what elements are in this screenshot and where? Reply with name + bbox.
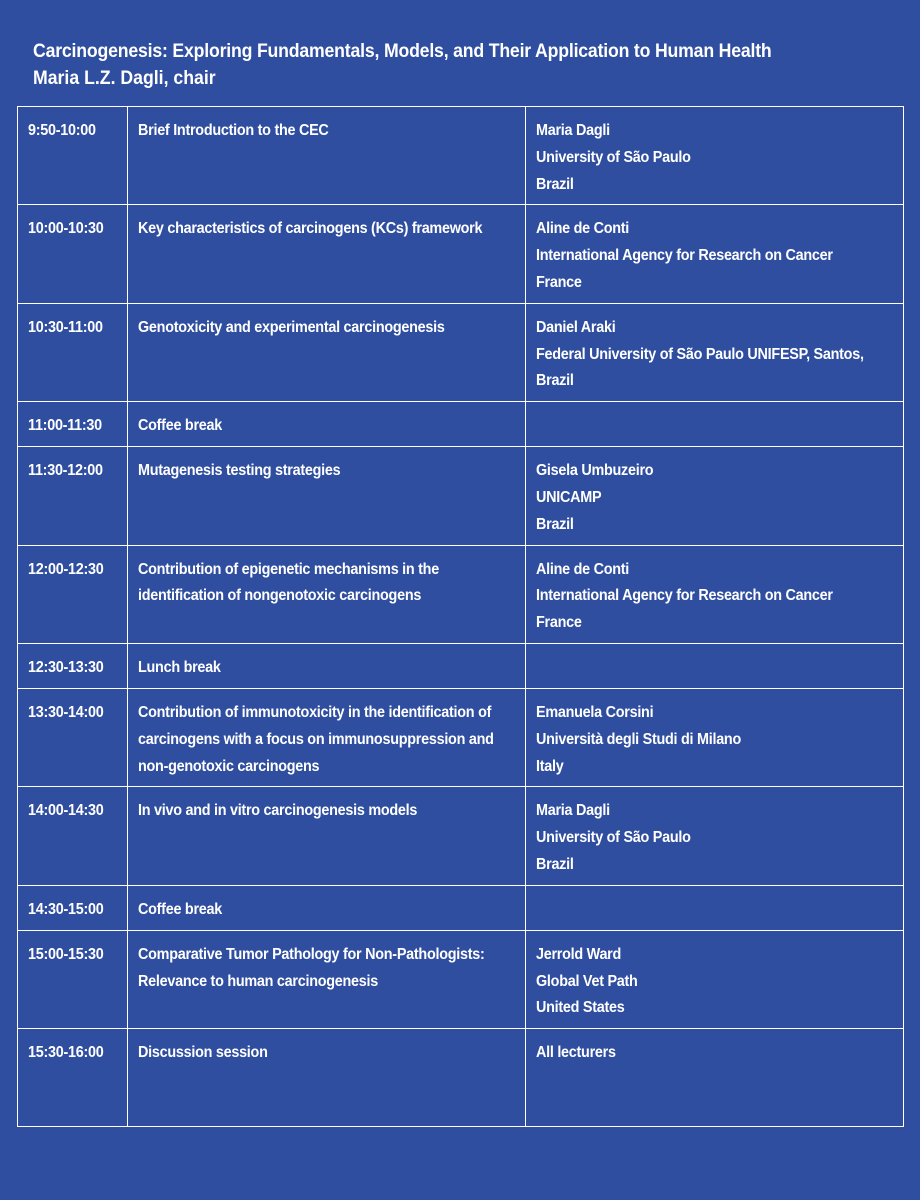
speaker-affiliation: Global Vet Path: [536, 972, 638, 990]
session-time-text: 11:00-11:30: [28, 417, 102, 435]
session-topic-line: Contribution of epigenetic mechanisms in the: [138, 560, 439, 578]
session-time-text: 15:30-16:00: [28, 1044, 104, 1062]
session-speaker: [526, 787, 904, 885]
schedule-row: [18, 107, 904, 205]
speaker-affiliation: Federal University of São Paulo UNIFESP, Santos,: [536, 345, 864, 363]
session-topic: [128, 885, 526, 930]
session-topic: [128, 1029, 526, 1127]
session-speaker: [526, 885, 904, 930]
session-time: [18, 688, 128, 786]
session-topic: [128, 205, 526, 303]
session-time-text: 12:30-13:30: [28, 658, 104, 676]
speaker-country: France: [536, 614, 582, 632]
session-speaker: [526, 447, 904, 545]
session-time-text: 13:30-14:00: [28, 703, 104, 721]
session-topic: [128, 447, 526, 545]
schedule-row: [18, 447, 904, 545]
schedule-row: [18, 930, 904, 1028]
session-time-text: 14:00-14:30: [28, 802, 104, 820]
session-time-text: 14:30-15:00: [28, 900, 104, 918]
session-topic: [128, 930, 526, 1028]
session-time: [18, 643, 128, 688]
session-speaker: [526, 688, 904, 786]
speaker-name: Emanuela Corsini: [536, 703, 654, 721]
session-time: [18, 787, 128, 885]
schedule-row: [18, 643, 904, 688]
session-speaker: [526, 107, 904, 205]
session-time-text: 9:50-10:00: [28, 122, 96, 139]
speaker-name: Aline de Conti: [536, 560, 630, 578]
session-time: [18, 1029, 128, 1127]
session-topic-line: Contribution of immunotoxicity in the identification of: [138, 703, 492, 721]
speaker-affiliation: University of São Paulo: [536, 148, 691, 166]
speaker-name: Maria Dagli: [536, 802, 610, 820]
session-topic: [128, 545, 526, 643]
schedule-table: [17, 106, 904, 1127]
session-speaker: [526, 643, 904, 688]
session-topic-line: Brief Introduction to the CEC: [138, 122, 329, 139]
session-time-text: 15:00-15:30: [28, 945, 104, 963]
session-topic: [128, 787, 526, 885]
session-speaker: [526, 303, 904, 401]
speaker-name: Daniel Araki: [536, 318, 616, 336]
session-topic-line: Coffee break: [138, 417, 222, 435]
speaker-country: Brazil: [536, 372, 574, 390]
session-time: [18, 107, 128, 205]
session-topic-line: In vivo and in vitro carcinogenesis models: [138, 802, 418, 820]
speaker-affiliation: International Agency for Research on Cancer: [536, 247, 833, 265]
schedule-row: [18, 1029, 904, 1127]
session-speaker: [526, 402, 904, 447]
speaker-name: Maria Dagli: [536, 122, 610, 139]
session-topic-line: Coffee break: [138, 900, 222, 918]
speaker-country: Brazil: [536, 855, 574, 873]
speaker-country: United States: [536, 999, 625, 1017]
session-time-text: 12:00-12:30: [28, 560, 104, 578]
session-topic: [128, 303, 526, 401]
schedule-row: [18, 402, 904, 447]
speaker-country: France: [536, 273, 582, 291]
speaker-affiliation: University of São Paulo: [536, 829, 691, 847]
session-topic-line: Genotoxicity and experimental carcinogenesis: [138, 318, 445, 336]
session-topic-line: Lunch break: [138, 658, 221, 676]
session-topic-line: Key characteristics of carcinogens (KCs) framework: [138, 220, 483, 238]
session-time: [18, 885, 128, 930]
session-topic-line: non-genotoxic carcinogens: [138, 757, 320, 775]
speaker-country: Brazil: [536, 175, 574, 193]
speaker-affiliation: International Agency for Research on Cancer: [536, 587, 833, 605]
session-topic: [128, 643, 526, 688]
session-speaker: [526, 545, 904, 643]
schedule-body: [18, 107, 904, 1127]
speaker-name: Jerrold Ward: [536, 945, 622, 963]
schedule-row: [18, 545, 904, 643]
schedule-row: [18, 688, 904, 786]
session-topic: [128, 107, 526, 205]
session-time: [18, 930, 128, 1028]
session-time: [18, 205, 128, 303]
session-time: [18, 402, 128, 447]
document-header: [33, 38, 893, 92]
speaker-affiliation: UNICAMP: [536, 488, 602, 506]
speaker-name: Aline de Conti: [536, 220, 630, 238]
schedule-row: [18, 303, 904, 401]
schedule-row: [18, 205, 904, 303]
session-topic-line: identification of nongenotoxic carcinogens: [138, 587, 422, 605]
speaker-country: Italy: [536, 757, 564, 775]
session-topic-line: Mutagenesis testing strategies: [138, 462, 341, 480]
speaker-name: Gisela Umbuzeiro: [536, 462, 654, 480]
session-time: [18, 545, 128, 643]
session-topic-line: carcinogens with a focus on immunosuppression and: [138, 730, 494, 748]
session-time: [18, 447, 128, 545]
session-topic-line: Discussion session: [138, 1044, 268, 1062]
schedule-row: [18, 885, 904, 930]
schedule-row: [18, 787, 904, 885]
program-title: Carcinogenesis: Exploring Fundamentals, Models, and Their Application to Human Health: [33, 41, 772, 62]
session-speaker: [526, 930, 904, 1028]
speaker-country: Brazil: [536, 515, 574, 533]
session-topic-line: Relevance to human carcinogenesis: [138, 972, 378, 990]
session-time-text: 11:30-12:00: [28, 462, 103, 480]
session-time: [18, 303, 128, 401]
session-speaker: [526, 1029, 904, 1127]
session-topic: [128, 402, 526, 447]
session-speaker: [526, 205, 904, 303]
session-topic: [128, 688, 526, 786]
session-time-text: 10:00-10:30: [28, 220, 104, 238]
session-topic-line: Comparative Tumor Pathology for Non-Pathologists:: [138, 945, 485, 963]
session-time-text: 10:30-11:00: [28, 318, 103, 336]
program-chair: Maria L.Z. Dagli, chair: [33, 68, 216, 89]
speaker-affiliation: Università degli Studi di Milano: [536, 730, 741, 748]
speaker-name: All lecturers: [536, 1044, 616, 1062]
